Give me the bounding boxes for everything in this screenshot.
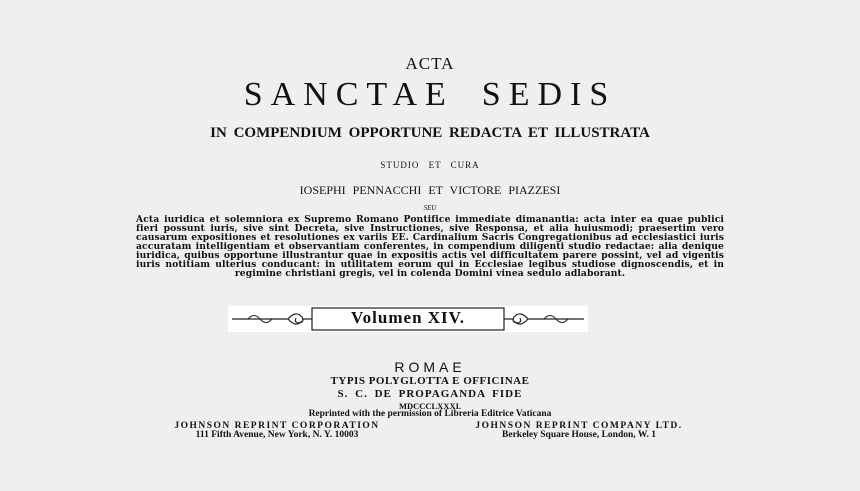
editors-line: IOSEPHI PENNACCHI ET VICTORE PIAZZESI: [299, 183, 561, 197]
publisher-address: Berkeley Square House, London, W. 1: [502, 430, 656, 440]
publisher-new-york: [132, 422, 422, 440]
seu-line: SEU: [423, 204, 437, 212]
reprint-note: Reprinted with the permission of Libreria Editrice Vaticana: [308, 409, 552, 419]
place-line: ROMAE: [394, 359, 466, 375]
main-title-word-2: SEDIS: [481, 76, 617, 113]
publisher-name: JOHNSON REPRINT CORPORATION: [174, 421, 380, 431]
volume-label: Volumen XIV.: [350, 308, 466, 327]
volume-banner: [228, 306, 588, 332]
printer-line: TYPIS POLYGLOTTA E OFFICINAE: [330, 375, 530, 387]
publisher-name: JOHNSON REPRINT COMPANY LTD.: [475, 421, 683, 431]
subtitle: IN COMPENDIUM OPPORTUNE REDACTA ET ILLUSTRATA: [210, 125, 650, 141]
main-title-word-1: SANCTAE: [243, 76, 454, 113]
studio-line: STUDIO ET CURA: [380, 160, 480, 170]
main-title: [0, 76, 860, 114]
year-line: MDCCCLXXXI.: [398, 401, 462, 411]
publisher-london: [430, 422, 728, 440]
publisher-address: 111 Fifth Avenue, New York, N. Y. 10003: [195, 430, 359, 440]
title-top: ACTA: [405, 54, 455, 73]
congregation-line: S. C. DE PROPAGANDA FIDE: [337, 388, 523, 400]
description-paragraph: Acta iuridica et solemniora ex Supremo Romano Pontifice immediate dimanantia: acta inter ea quae publici fieri possunt iuris, sive sint Decreta, sive Instructiones, sive Responsa, et alia huiusmodi; praesertim vero causarum expositiones et resolutiones ex variis EE. Cardinalium Sacris Congregationibus ad ecclesiastici iuris accuratam intelligentiam et observantiam conferentes, in compendium diligenti studio redactae: alia denique iuridica, quibus opportune illustrantur quae in expositis actis vel difficultatem parere possint, vel ad vigentis iuris notitiam ulterius conducant: in utilitatem eorum qui in Ecclesiae legibus studiose dignoscendis, et in regimine christiani gregis, vel in colenda Domini vinea sedulo adlaborant.: [136, 214, 724, 279]
